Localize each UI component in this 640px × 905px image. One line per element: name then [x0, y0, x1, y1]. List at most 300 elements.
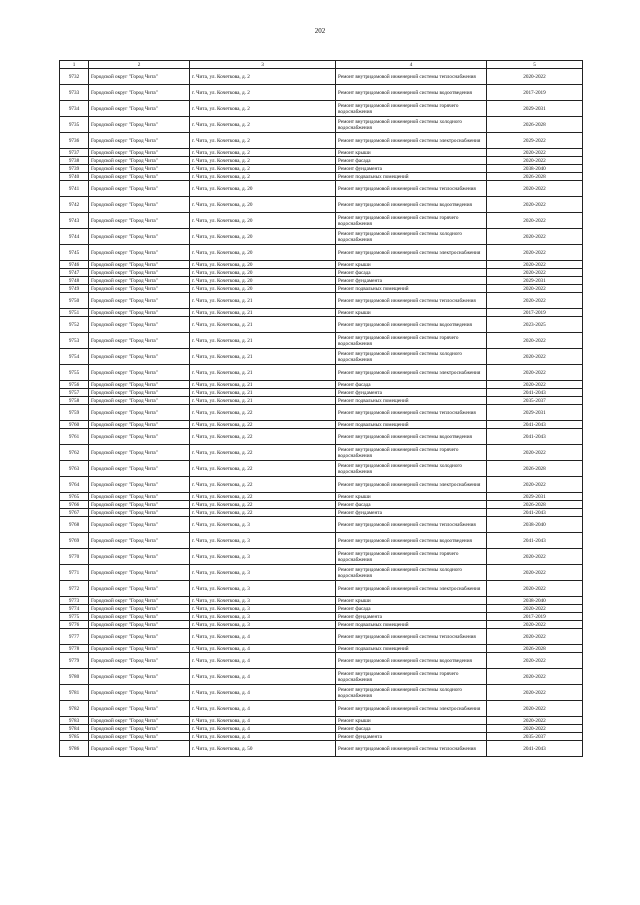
period-cell: 2029-2022 — [487, 133, 583, 149]
table-row — [60, 101, 583, 117]
address-cell: г. Чита, ул. Кочеткова, д. 22 — [190, 429, 336, 445]
row-number-cell: 9782 — [60, 701, 89, 717]
work-type-cell: Ремонт внутридомовой инженерной системы электроснабжения — [336, 133, 487, 149]
work-type-cell: Ремонт крыши — [336, 597, 487, 605]
table-row — [60, 533, 583, 549]
period-cell: 2020-2022 — [487, 149, 583, 157]
work-type-cell: Ремонт подвальных помещений — [336, 285, 487, 293]
table-row — [60, 165, 583, 173]
municipality-cell: Городской округ "Город Чита" — [89, 581, 190, 597]
address-cell: г. Чита, ул. Кочеткова, д. 3 — [190, 621, 336, 629]
table-row — [60, 69, 583, 85]
table-row — [60, 229, 583, 245]
row-number-cell: 9748 — [60, 277, 89, 285]
table-row — [60, 333, 583, 349]
work-type-cell: Ремонт подвальных помещений — [336, 621, 487, 629]
table-row — [60, 501, 583, 509]
period-cell: 2020-2022 — [487, 349, 583, 365]
row-number-cell: 9775 — [60, 613, 89, 621]
table-row — [60, 349, 583, 365]
table-row — [60, 509, 583, 517]
period-cell: 2020-2022 — [487, 581, 583, 597]
work-type-cell: Ремонт внутридомовой инженерной системы водоотведения — [336, 317, 487, 333]
row-number-cell: 9755 — [60, 365, 89, 381]
address-cell: г. Чита, ул. Кочеткова, д. 22 — [190, 477, 336, 493]
work-type-cell: Ремонт фундамента — [336, 277, 487, 285]
address-cell: г. Чита, ул. Кочеткова, д. 2 — [190, 101, 336, 117]
row-number-cell: 9737 — [60, 149, 89, 157]
period-cell: 2023-2025 — [487, 317, 583, 333]
row-number-cell: 9781 — [60, 685, 89, 701]
address-cell: г. Чита, ул. Кочеткова, д. 20 — [190, 213, 336, 229]
period-cell: 2020-2022 — [487, 269, 583, 277]
address-cell: г. Чита, ул. Кочеткова, д. 3 — [190, 613, 336, 621]
period-cell: 2020-2022 — [487, 197, 583, 213]
row-number-cell: 9778 — [60, 645, 89, 653]
address-cell: г. Чита, ул. Кочеткова, д. 22 — [190, 405, 336, 421]
row-number-cell: 9765 — [60, 493, 89, 501]
row-number-cell: 9754 — [60, 349, 89, 365]
period-cell: 2026-2028 — [487, 173, 583, 181]
period-cell: 2020-2022 — [487, 621, 583, 629]
row-number-cell: 9761 — [60, 429, 89, 445]
row-number-cell: 9786 — [60, 741, 89, 757]
municipality-cell: Городской округ "Город Чита" — [89, 717, 190, 725]
address-cell: г. Чита, ул. Кочеткова, д. 3 — [190, 517, 336, 533]
row-number-cell: 9738 — [60, 157, 89, 165]
municipality-cell: Городской округ "Город Чита" — [89, 429, 190, 445]
work-type-cell: Ремонт фундамента — [336, 389, 487, 397]
period-cell: 2041-2043 — [487, 741, 583, 757]
municipality-cell: Городской округ "Город Чита" — [89, 701, 190, 717]
table-row — [60, 517, 583, 533]
work-type-cell: Ремонт крыши — [336, 717, 487, 725]
row-number-cell: 9784 — [60, 725, 89, 733]
row-number-cell: 9744 — [60, 229, 89, 245]
period-cell: 2038-2040 — [487, 165, 583, 173]
row-number-cell: 9759 — [60, 405, 89, 421]
address-cell: г. Чита, ул. Кочеткова, д. 21 — [190, 349, 336, 365]
table-row — [60, 733, 583, 741]
table-row — [60, 173, 583, 181]
period-cell: 2026-2028 — [487, 645, 583, 653]
page-number: 202 — [314, 27, 326, 35]
work-type-cell: Ремонт внутридомовой инженерной системы холодного водоснабжения — [336, 349, 487, 365]
table-row — [60, 653, 583, 669]
table-row — [60, 245, 583, 261]
row-number-cell: 9774 — [60, 605, 89, 613]
municipality-cell: Городской округ "Город Чита" — [89, 645, 190, 653]
municipality-cell: Городской округ "Город Чита" — [89, 685, 190, 701]
work-type-cell: Ремонт фасада — [336, 157, 487, 165]
row-number-cell: 9767 — [60, 509, 89, 517]
municipality-cell: Городской округ "Город Чита" — [89, 629, 190, 645]
work-type-cell: Ремонт фундамента — [336, 165, 487, 173]
row-number-cell: 9764 — [60, 477, 89, 493]
row-number-cell: 9747 — [60, 269, 89, 277]
row-number-cell: 9766 — [60, 501, 89, 509]
period-cell: 2035-2037 — [487, 397, 583, 405]
work-type-cell: Ремонт внутридомовой инженерной системы горячего водоснабжения — [336, 549, 487, 565]
address-cell: г. Чита, ул. Кочеткова, д. 2 — [190, 149, 336, 157]
address-cell: г. Чита, ул. Кочеткова, д. 22 — [190, 493, 336, 501]
repair-schedule-table — [59, 60, 583, 757]
work-type-cell: Ремонт фундамента — [336, 733, 487, 741]
work-type-cell: Ремонт внутридомовой инженерной системы электроснабжения — [336, 245, 487, 261]
row-number-cell: 9739 — [60, 165, 89, 173]
address-cell: г. Чита, ул. Кочеткова, д. 21 — [190, 317, 336, 333]
address-cell: г. Чита, ул. Кочеткова, д. 4 — [190, 653, 336, 669]
row-number-cell: 9751 — [60, 309, 89, 317]
address-cell: г. Чита, ул. Кочеткова, д. 4 — [190, 701, 336, 717]
table-row — [60, 285, 583, 293]
work-type-cell: Ремонт внутридомовой инженерной системы горячего водоснабжения — [336, 445, 487, 461]
municipality-cell: Городской округ "Город Чита" — [89, 669, 190, 685]
period-cell: 2026-2028 — [487, 501, 583, 509]
table-row — [60, 389, 583, 397]
row-number-cell: 9742 — [60, 197, 89, 213]
row-number-cell: 9779 — [60, 653, 89, 669]
address-cell: г. Чита, ул. Кочеткова, д. 20 — [190, 277, 336, 285]
work-type-cell: Ремонт внутридомовой инженерной системы водоотведения — [336, 197, 487, 213]
address-cell: г. Чита, ул. Кочеткова, д. 2 — [190, 173, 336, 181]
municipality-cell: Городской округ "Город Чита" — [89, 509, 190, 517]
period-cell: 2020-2022 — [487, 381, 583, 389]
address-cell: г. Чита, ул. Кочеткова, д. 4 — [190, 669, 336, 685]
row-number-cell: 9768 — [60, 517, 89, 533]
row-number-cell: 9743 — [60, 213, 89, 229]
row-number-cell: 9750 — [60, 293, 89, 309]
work-type-cell: Ремонт внутридомовой инженерной системы горячего водоснабжения — [336, 101, 487, 117]
table-row — [60, 605, 583, 613]
address-cell: г. Чита, ул. Кочеткова, д. 21 — [190, 389, 336, 397]
period-cell: 2020-2022 — [487, 365, 583, 381]
table-row — [60, 685, 583, 701]
address-cell: г. Чита, ул. Кочеткова, д. 20 — [190, 261, 336, 269]
row-number-cell: 9771 — [60, 565, 89, 581]
municipality-cell: Городской округ "Город Чита" — [89, 597, 190, 605]
column-header: 5 — [487, 61, 583, 69]
municipality-cell: Городской округ "Город Чита" — [89, 133, 190, 149]
table-row — [60, 365, 583, 381]
table-row — [60, 445, 583, 461]
table-row — [60, 477, 583, 493]
address-cell: г. Чита, ул. Кочеткова, д. 20 — [190, 269, 336, 277]
work-type-cell: Ремонт внутридомовой инженерной системы горячего водоснабжения — [336, 333, 487, 349]
period-cell: 2020-2022 — [487, 605, 583, 613]
municipality-cell: Городской округ "Город Чита" — [89, 613, 190, 621]
municipality-cell: Городской округ "Город Чита" — [89, 85, 190, 101]
work-type-cell: Ремонт внутридомовой инженерной системы теплоснабжения — [336, 69, 487, 85]
municipality-cell: Городской округ "Город Чита" — [89, 261, 190, 269]
period-cell: 2020-2022 — [487, 669, 583, 685]
municipality-cell: Городской округ "Город Чита" — [89, 157, 190, 165]
row-number-cell: 9773 — [60, 597, 89, 605]
municipality-cell: Городской округ "Город Чита" — [89, 389, 190, 397]
period-cell: 2020-2022 — [487, 261, 583, 269]
period-cell: 2020-2022 — [487, 333, 583, 349]
row-number-cell: 9785 — [60, 733, 89, 741]
period-cell: 2020-2022 — [487, 629, 583, 645]
row-number-cell: 9776 — [60, 621, 89, 629]
period-cell: 2020-2022 — [487, 653, 583, 669]
table-row — [60, 277, 583, 285]
municipality-cell: Городской округ "Город Чита" — [89, 493, 190, 501]
table-row — [60, 397, 583, 405]
work-type-cell: Ремонт внутридомовой инженерной системы горячего водоснабжения — [336, 213, 487, 229]
work-type-cell: Ремонт внутридомовой инженерной системы холодного водоснабжения — [336, 117, 487, 133]
address-cell: г. Чита, ул. Кочеткова, д. 21 — [190, 293, 336, 309]
municipality-cell: Городской округ "Город Чита" — [89, 69, 190, 85]
column-header: 2 — [89, 61, 190, 69]
municipality-cell: Городской округ "Город Чита" — [89, 317, 190, 333]
municipality-cell: Городской округ "Город Чита" — [89, 725, 190, 733]
row-number-cell: 9770 — [60, 549, 89, 565]
table-row — [60, 181, 583, 197]
row-number-cell: 9756 — [60, 381, 89, 389]
address-cell: г. Чита, ул. Кочеткова, д. 20 — [190, 229, 336, 245]
municipality-cell: Городской округ "Город Чита" — [89, 397, 190, 405]
municipality-cell: Городской округ "Город Чита" — [89, 213, 190, 229]
row-number-cell: 9735 — [60, 117, 89, 133]
row-number-cell: 9762 — [60, 445, 89, 461]
row-number-cell: 9769 — [60, 533, 89, 549]
municipality-cell: Городской округ "Город Чита" — [89, 349, 190, 365]
period-cell: 2041-2043 — [487, 421, 583, 429]
address-cell: г. Чита, ул. Кочеткова, д. 2 — [190, 69, 336, 85]
work-type-cell: Ремонт подвальных помещений — [336, 173, 487, 181]
address-cell: г. Чита, ул. Кочеткова, д. 20 — [190, 181, 336, 197]
work-type-cell: Ремонт внутридомовой инженерной системы электроснабжения — [336, 701, 487, 717]
municipality-cell: Городской округ "Город Чита" — [89, 605, 190, 613]
period-cell: 2029-2031 — [487, 277, 583, 285]
address-cell: г. Чита, ул. Кочеткова, д. 4 — [190, 733, 336, 741]
work-type-cell: Ремонт подвальных помещений — [336, 645, 487, 653]
period-cell: 2035-2037 — [487, 733, 583, 741]
address-cell: г. Чита, ул. Кочеткова, д. 22 — [190, 461, 336, 477]
address-cell: г. Чита, ул. Кочеткова, д. 50 — [190, 741, 336, 757]
period-cell: 2026-2028 — [487, 117, 583, 133]
period-cell: 2020-2022 — [487, 181, 583, 197]
address-cell: г. Чита, ул. Кочеткова, д. 3 — [190, 565, 336, 581]
municipality-cell: Городской округ "Город Чита" — [89, 149, 190, 157]
period-cell: 2017-2019 — [487, 85, 583, 101]
column-header: 4 — [336, 61, 487, 69]
row-number-cell: 9740 — [60, 173, 89, 181]
row-number-cell: 9736 — [60, 133, 89, 149]
work-type-cell: Ремонт внутридомовой инженерной системы теплоснабжения — [336, 293, 487, 309]
work-type-cell: Ремонт внутридомовой инженерной системы водоотведения — [336, 653, 487, 669]
table-row — [60, 149, 583, 157]
address-cell: г. Чита, ул. Кочеткова, д. 22 — [190, 445, 336, 461]
table-row — [60, 741, 583, 757]
address-cell: г. Чита, ул. Кочеткова, д. 22 — [190, 501, 336, 509]
table-row — [60, 213, 583, 229]
table-row — [60, 381, 583, 389]
municipality-cell: Городской округ "Город Чита" — [89, 565, 190, 581]
table-row — [60, 701, 583, 717]
period-cell: 2041-2043 — [487, 533, 583, 549]
table-row — [60, 85, 583, 101]
table-row — [60, 613, 583, 621]
work-type-cell: Ремонт фасада — [336, 725, 487, 733]
municipality-cell: Городской округ "Город Чита" — [89, 229, 190, 245]
work-type-cell: Ремонт подвальных помещений — [336, 421, 487, 429]
period-cell: 2041-2043 — [487, 389, 583, 397]
row-number-cell: 9749 — [60, 285, 89, 293]
municipality-cell: Городской округ "Город Чита" — [89, 277, 190, 285]
address-cell: г. Чита, ул. Кочеткова, д. 4 — [190, 685, 336, 701]
period-cell: 2041-2043 — [487, 429, 583, 445]
period-cell: 2020-2022 — [487, 69, 583, 85]
municipality-cell: Городской округ "Город Чита" — [89, 165, 190, 173]
table-row — [60, 269, 583, 277]
table-row — [60, 261, 583, 269]
address-cell: г. Чита, ул. Кочеткова, д. 21 — [190, 397, 336, 405]
row-number-cell: 9741 — [60, 181, 89, 197]
work-type-cell: Ремонт внутридомовой инженерной системы теплоснабжения — [336, 741, 487, 757]
row-number-cell: 9763 — [60, 461, 89, 477]
period-cell: 2020-2022 — [487, 477, 583, 493]
table-row — [60, 429, 583, 445]
table-row — [60, 133, 583, 149]
municipality-cell: Городской округ "Город Чита" — [89, 333, 190, 349]
municipality-cell: Городской округ "Город Чита" — [89, 653, 190, 669]
row-number-cell: 9733 — [60, 85, 89, 101]
address-cell: г. Чита, ул. Кочеткова, д. 4 — [190, 725, 336, 733]
address-cell: г. Чита, ул. Кочеткова, д. 20 — [190, 285, 336, 293]
work-type-cell: Ремонт фасада — [336, 269, 487, 277]
row-number-cell: 9758 — [60, 397, 89, 405]
period-cell: 2020-2022 — [487, 565, 583, 581]
address-cell: г. Чита, ул. Кочеткова, д. 3 — [190, 597, 336, 605]
work-type-cell: Ремонт фундамента — [336, 613, 487, 621]
municipality-cell: Городской округ "Город Чита" — [89, 461, 190, 477]
address-cell: г. Чита, ул. Кочеткова, д. 22 — [190, 421, 336, 429]
table-row — [60, 581, 583, 597]
row-number-cell: 9745 — [60, 245, 89, 261]
work-type-cell: Ремонт крыши — [336, 149, 487, 157]
address-cell: г. Чита, ул. Кочеткова, д. 20 — [190, 245, 336, 261]
work-type-cell: Ремонт внутридомовой инженерной системы горячего водоснабжения — [336, 669, 487, 685]
table-row — [60, 317, 583, 333]
municipality-cell: Городской округ "Город Чита" — [89, 173, 190, 181]
address-cell: г. Чита, ул. Кочеткова, д. 2 — [190, 85, 336, 101]
row-number-cell: 9746 — [60, 261, 89, 269]
address-cell: г. Чита, ул. Кочеткова, д. 3 — [190, 605, 336, 613]
period-cell: 2020-2022 — [487, 701, 583, 717]
address-cell: г. Чита, ул. Кочеткова, д. 21 — [190, 309, 336, 317]
period-cell: 2020-2022 — [487, 685, 583, 701]
period-cell: 2020-2022 — [487, 293, 583, 309]
table-row — [60, 549, 583, 565]
municipality-cell: Городской округ "Город Чита" — [89, 365, 190, 381]
address-cell: г. Чита, ул. Кочеткова, д. 3 — [190, 549, 336, 565]
address-cell: г. Чита, ул. Кочеткова, д. 2 — [190, 133, 336, 149]
work-type-cell: Ремонт внутридомовой инженерной системы электроснабжения — [336, 477, 487, 493]
period-cell: 2029-2031 — [487, 493, 583, 501]
table-row — [60, 645, 583, 653]
work-type-cell: Ремонт внутридомовой инженерной системы электроснабжения — [336, 365, 487, 381]
row-number-cell: 9777 — [60, 629, 89, 645]
municipality-cell: Городской округ "Город Чита" — [89, 421, 190, 429]
column-header: 3 — [190, 61, 336, 69]
period-cell: 2017-2019 — [487, 309, 583, 317]
work-type-cell: Ремонт фундамента — [336, 509, 487, 517]
period-cell: 2020-2022 — [487, 245, 583, 261]
header-row — [60, 61, 583, 69]
address-cell: г. Чита, ул. Кочеткова, д. 4 — [190, 645, 336, 653]
municipality-cell: Городской округ "Город Чита" — [89, 501, 190, 509]
work-type-cell: Ремонт внутридомовой инженерной системы электроснабжения — [336, 581, 487, 597]
table-row — [60, 157, 583, 165]
address-cell: г. Чита, ул. Кочеткова, д. 21 — [190, 381, 336, 389]
work-type-cell: Ремонт внутридомовой инженерной системы холодного водоснабжения — [336, 461, 487, 477]
table-row — [60, 461, 583, 477]
municipality-cell: Городской округ "Город Чита" — [89, 117, 190, 133]
municipality-cell: Городской округ "Город Чита" — [89, 517, 190, 533]
address-cell: г. Чита, ул. Кочеткова, д. 3 — [190, 533, 336, 549]
municipality-cell: Городской округ "Город Чита" — [89, 245, 190, 261]
address-cell: г. Чита, ул. Кочеткова, д. 21 — [190, 333, 336, 349]
work-type-cell: Ремонт фасада — [336, 381, 487, 389]
period-cell: 2020-2022 — [487, 229, 583, 245]
address-cell: г. Чита, ул. Кочеткова, д. 21 — [190, 365, 336, 381]
work-type-cell: Ремонт подвальных помещений — [336, 397, 487, 405]
address-cell: г. Чита, ул. Кочеткова, д. 3 — [190, 581, 336, 597]
table-row — [60, 629, 583, 645]
municipality-cell: Городской округ "Город Чита" — [89, 101, 190, 117]
municipality-cell: Городской округ "Город Чита" — [89, 309, 190, 317]
period-cell: 2038-2040 — [487, 597, 583, 605]
address-cell: г. Чита, ул. Кочеткова, д. 20 — [190, 197, 336, 213]
work-type-cell: Ремонт внутридомовой инженерной системы холодного водоснабжения — [336, 229, 487, 245]
table-row — [60, 117, 583, 133]
period-cell: 2020-2022 — [487, 285, 583, 293]
municipality-cell: Городской округ "Город Чита" — [89, 741, 190, 757]
municipality-cell: Городской округ "Город Чита" — [89, 549, 190, 565]
period-cell: 2041-2043 — [487, 509, 583, 517]
row-number-cell: 9780 — [60, 669, 89, 685]
row-number-cell: 9760 — [60, 421, 89, 429]
period-cell: 2026-2028 — [487, 461, 583, 477]
table-row — [60, 565, 583, 581]
row-number-cell: 9732 — [60, 69, 89, 85]
address-cell: г. Чита, ул. Кочеткова, д. 2 — [190, 157, 336, 165]
table-row — [60, 669, 583, 685]
address-cell: г. Чита, ул. Кочеткова, д. 4 — [190, 629, 336, 645]
table-row — [60, 421, 583, 429]
municipality-cell: Городской округ "Город Чита" — [89, 197, 190, 213]
municipality-cell: Городской округ "Город Чита" — [89, 285, 190, 293]
municipality-cell: Городской округ "Город Чита" — [89, 477, 190, 493]
municipality-cell: Городской округ "Город Чита" — [89, 181, 190, 197]
address-cell: г. Чита, ул. Кочеткова, д. 4 — [190, 717, 336, 725]
column-header: 1 — [60, 61, 89, 69]
address-cell: г. Чита, ул. Кочеткова, д. 2 — [190, 165, 336, 173]
work-type-cell: Ремонт фасада — [336, 605, 487, 613]
municipality-cell: Городской округ "Город Чита" — [89, 533, 190, 549]
municipality-cell: Городской округ "Город Чита" — [89, 381, 190, 389]
municipality-cell: Городской округ "Город Чита" — [89, 445, 190, 461]
period-cell: 2029-2031 — [487, 101, 583, 117]
period-cell: 2017-2019 — [487, 613, 583, 621]
municipality-cell: Городской округ "Город Чита" — [89, 269, 190, 277]
table-row — [60, 597, 583, 605]
work-type-cell: Ремонт крыши — [336, 493, 487, 501]
work-type-cell: Ремонт внутридомовой инженерной системы холодного водоснабжения — [336, 685, 487, 701]
period-cell: 2038-2040 — [487, 517, 583, 533]
